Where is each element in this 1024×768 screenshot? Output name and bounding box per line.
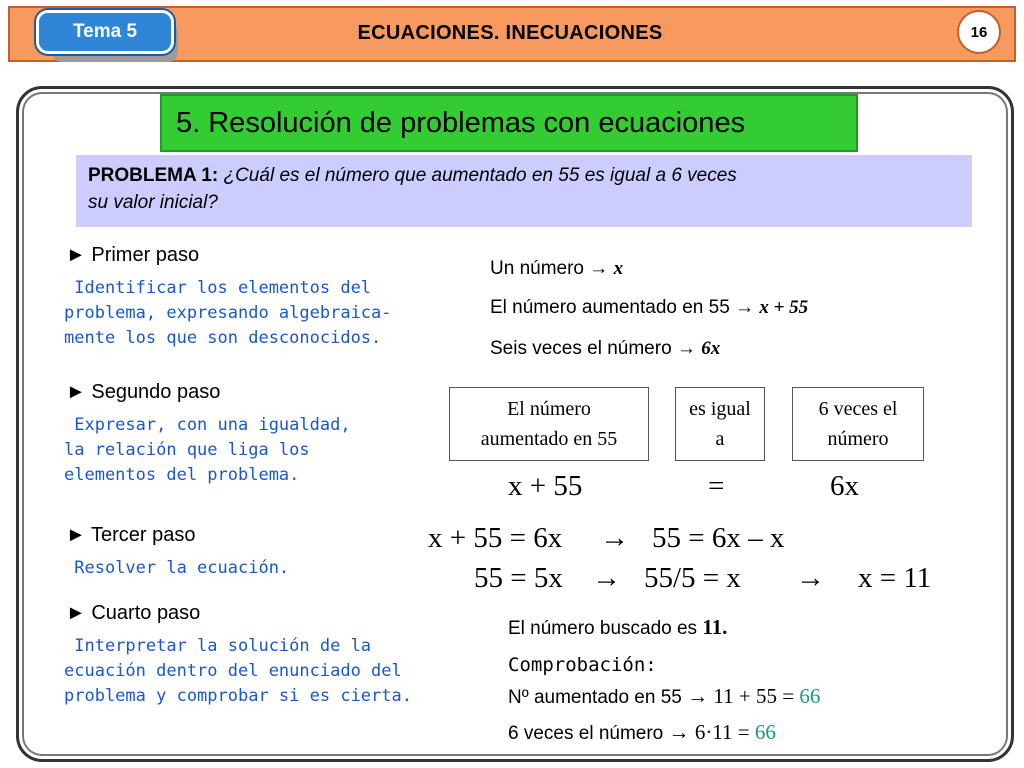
step-2-desc: Expresar, con una igualdad, la relación que liga los elementos del problema. xyxy=(64,415,351,485)
relation-box-1 xyxy=(449,387,649,461)
identify-line-3 xyxy=(490,338,720,360)
relation-box-3-line1: 6 veces el xyxy=(818,398,898,420)
arrow-icon: → xyxy=(668,720,690,744)
arrow-icon: → xyxy=(735,297,755,318)
check-line-1-value: 66 xyxy=(799,684,821,708)
arrow-icon: → xyxy=(589,258,609,279)
identify-line-1-expr: x xyxy=(613,258,624,279)
identify-line-3-expr: 6x xyxy=(701,338,721,359)
result-line xyxy=(508,615,727,640)
relation-box-1-line2: aumentado en 55 xyxy=(480,428,618,450)
box-expr-1: x + 55 xyxy=(508,470,583,502)
relation-box-3-line2: número xyxy=(827,428,889,450)
identify-line-2-expr: x + 55 xyxy=(759,297,809,318)
identify-line-2 xyxy=(490,297,808,319)
relation-box-2-line2: a xyxy=(715,428,725,450)
arrow-icon: → xyxy=(676,338,696,359)
check-line-2-value: 66 xyxy=(754,720,776,744)
solve-eq2-a: 55 = 5x xyxy=(474,562,563,594)
result-text: El número buscado es xyxy=(508,618,703,639)
step-1-desc: Identificar los elementos del problema, expresando algebraica- mente los que son desconocidos. xyxy=(64,278,392,348)
relation-box-2-line1: es igual xyxy=(689,398,751,420)
identify-line-3-text: Seis veces el número xyxy=(490,338,677,359)
problem-label: PROBLEMA 1: xyxy=(88,165,219,186)
step-4-desc: Interpretar la solución de la ecuación dentro del enunciado del problema y comprobar si es cierta. xyxy=(64,636,412,706)
box-expr-2: = xyxy=(708,470,725,502)
section-title: 5. Resolución de problemas con ecuaciones xyxy=(160,94,858,152)
identify-line-2-text: El número aumentado en 55 xyxy=(490,297,736,318)
check-line-2-text: 6 veces el número xyxy=(508,723,669,744)
arrow-icon: → xyxy=(592,562,621,594)
step-4-title: ► Cuarto paso xyxy=(66,602,201,624)
check-label: Comprobación: xyxy=(508,654,657,676)
arrow-icon: → xyxy=(796,562,825,594)
identify-line-1-text: Un número xyxy=(490,258,590,279)
check-line-1-expr: 11 + 55 = xyxy=(713,684,800,708)
problem-line1: ¿Cuál es el número que aumentado en 55 es igual a 6 veces xyxy=(223,165,737,186)
relation-box-3 xyxy=(792,387,924,461)
result-value: 11. xyxy=(702,615,728,639)
problem-line2: su valor inicial? xyxy=(88,192,218,213)
tema-badge: Tema 5 xyxy=(36,10,174,54)
relation-box-2 xyxy=(675,387,765,461)
check-line-1 xyxy=(508,684,820,709)
solve-eq1-a: x + 55 = 6x xyxy=(428,522,563,554)
step-2-title: ► Segundo paso xyxy=(66,381,221,403)
relation-box-1-line1: El número xyxy=(507,398,591,420)
page-number: 16 xyxy=(957,10,1001,54)
step-3-desc: Resolver la ecuación. xyxy=(64,558,290,578)
solve-eq1-b: 55 = 6x – x xyxy=(652,522,785,554)
arrow-icon: → xyxy=(600,522,629,554)
box-expr-3: 6x xyxy=(830,470,859,502)
check-line-1-text: Nº aumentado en 55 xyxy=(508,687,688,708)
solve-eq2-b: 55/5 = x xyxy=(644,562,741,594)
step-3-title: ► Tercer paso xyxy=(66,524,196,546)
solve-eq2-c: x = 11 xyxy=(858,562,932,594)
problem-statement xyxy=(76,155,972,227)
check-line-2-expr: 6·11 = xyxy=(694,720,755,744)
step-1-title: ► Primer paso xyxy=(66,244,200,266)
identify-line-1 xyxy=(490,258,623,280)
check-line-2 xyxy=(508,720,776,745)
header-title: ECUACIONES. INECUACIONES xyxy=(357,22,663,44)
arrow-icon: → xyxy=(687,684,709,708)
